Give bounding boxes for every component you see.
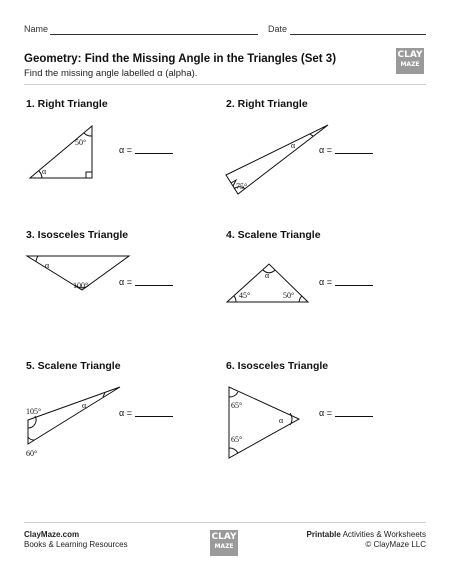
- problem-2-title: 2. Right Triangle: [226, 98, 308, 110]
- footer-printable: Printable: [306, 530, 341, 539]
- label-6-bottom: 65°: [231, 435, 243, 444]
- label-4-50: 50°: [283, 291, 295, 300]
- label-2-alpha: α: [291, 141, 296, 150]
- footer-claymaze-logo: [210, 530, 238, 556]
- label-6-top: 65°: [231, 401, 243, 410]
- footer-logo-text-bottom: MAZE: [214, 543, 234, 550]
- label-4-alpha: α: [265, 271, 270, 280]
- problem-4-title: 4. Scalene Triangle: [226, 229, 321, 241]
- label-5-105: 105°: [26, 407, 42, 416]
- worksheet-instructions: Find the missing angle labelled α (alpha).: [24, 68, 198, 79]
- label-6-alpha: α: [279, 416, 284, 425]
- answer-label-1: α =: [119, 145, 132, 155]
- footer-activities: Activities & Worksheets: [340, 530, 426, 539]
- label-5-60: 60°: [26, 449, 38, 458]
- problem-3-title: 3. Isosceles Triangle: [26, 229, 129, 241]
- answer-label-4: α =: [319, 277, 332, 287]
- right-angle-mark-1: [86, 172, 92, 178]
- label-2-75: 75°: [236, 182, 248, 191]
- footer-left: [24, 530, 128, 550]
- angle-arc-6-bottom: [229, 448, 238, 453]
- answer-label-5: α =: [119, 408, 132, 418]
- angle-arc-4-50: [299, 296, 302, 302]
- footer-right: [307, 530, 426, 550]
- angle-arc-5-60: [28, 437, 34, 440]
- angle-arc-6-top: [229, 392, 238, 397]
- footer-tagline: Books & Learning Resources: [24, 540, 128, 549]
- worksheet-title: Geometry: Find the Missing Angle in the Triangles (Set 3): [24, 53, 337, 65]
- problem-5-title: 5. Scalene Triangle: [26, 360, 121, 372]
- footer-site-link[interactable]: ClayMaze.com: [24, 530, 80, 539]
- name-label: Name: [24, 24, 49, 34]
- problem-1-title: 1. Right Triangle: [26, 98, 108, 110]
- triangle-5: [28, 387, 120, 444]
- triangle-1: [30, 126, 92, 178]
- angle-arc-3-alpha: [36, 256, 38, 262]
- answer-label-6: α =: [319, 408, 332, 418]
- answer-label-2: α =: [319, 145, 332, 155]
- label-4-45: 45°: [239, 291, 251, 300]
- logo-text-top: CLAY: [397, 50, 423, 60]
- footer-copyright: © ClayMaze LLC: [365, 540, 426, 549]
- date-label: Date: [268, 24, 288, 34]
- label-1-50: 50°: [75, 138, 87, 147]
- label-3-alpha: α: [45, 261, 50, 270]
- problem-6-title: 6. Isosceles Triangle: [226, 360, 329, 372]
- angle-arc-1-top: [84, 133, 92, 136]
- triangle-6: [229, 387, 299, 458]
- logo-text-bottom: MAZE: [400, 61, 420, 68]
- label-5-alpha: α: [82, 401, 87, 410]
- footer-divider: [24, 522, 426, 523]
- angle-arc-4-45: [234, 296, 236, 302]
- angle-arc-2-alpha: [310, 134, 313, 136]
- label-1-alpha: α: [42, 167, 47, 176]
- footer-logo-text-top: CLAY: [211, 532, 237, 542]
- label-3-100: 100°: [73, 281, 89, 290]
- answer-label-3: α =: [119, 277, 132, 287]
